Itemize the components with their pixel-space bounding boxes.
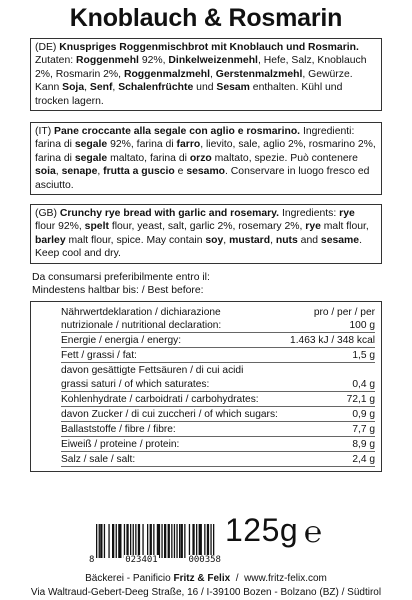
barcode-bar [189, 524, 190, 558]
barcode-digits-left: 023401 [125, 555, 158, 565]
barcode-bar [142, 524, 143, 558]
de-ingredients [35, 55, 367, 106]
barcode-bar [213, 524, 214, 558]
allergen: Soja [62, 82, 85, 94]
net-weight: 125g [225, 512, 299, 548]
ingredient-text: , [270, 234, 276, 246]
nutrition-value: 72,1 g [346, 394, 375, 405]
footer-website: / www.fritz-felix.com [230, 573, 327, 584]
nutrition-col-header: pro / per / per [313, 307, 375, 318]
barcode-bar [116, 524, 117, 558]
ingredient-text: Ingredients: [279, 208, 340, 219]
nutrition-rows [61, 333, 375, 467]
best-before [32, 271, 382, 298]
allergen: farro [176, 139, 201, 151]
nutrition-value: 2,4 g [352, 454, 375, 465]
barcode-digits-right: 000358 [188, 555, 221, 565]
nutrition-label: grassi saturi / of which saturates: [61, 379, 210, 390]
footer-brand: Fritz & Felix [173, 573, 231, 584]
de-product-name: Knuspriges Roggenmischbrot mit Knoblauch und Rosmarin. [59, 42, 359, 53]
barcode-bar [192, 524, 194, 558]
ingredient-text: , [112, 82, 119, 94]
nutrition-table [30, 301, 382, 472]
footer-address: Via Waltraud-Gebert-Deeg Straße, 16 / I-39100 Bozen - Bolzano (BZ) / Südtirol [30, 587, 382, 598]
barcode-bar [181, 524, 183, 558]
ingredient-text: , Gewürze. Kann [35, 68, 353, 94]
gb-lead: (GB) [35, 208, 60, 219]
allergen: nuts [275, 234, 298, 246]
allergen: frutta a guscio [103, 166, 175, 178]
nutrition-row [61, 363, 375, 377]
allergen: Gerstenmalzmehl [215, 68, 303, 80]
barcode-bar [104, 524, 105, 558]
ingredient-text: flour 92%, [35, 221, 85, 233]
nutrition-row [61, 392, 375, 407]
nutrition-label: Ballaststoffe / fibre / fibre: [61, 424, 176, 435]
nutrition-value: 1,5 g [352, 350, 375, 361]
nutrition-value: 0,9 g [352, 409, 375, 420]
nutrition-label: Eiweiß / proteine / protein: [61, 439, 180, 450]
barcode-bar [100, 524, 102, 558]
barcode-bar [135, 524, 136, 558]
ingredient-text: and [297, 234, 321, 246]
allergen: Roggenmalzmehl [123, 68, 210, 80]
ingredient-text: flour, yeast, salt, garlic 2%, rosemary 2%, [108, 221, 306, 233]
ingredient-text: . Conservare in luogo fresco ed asciutto. [35, 166, 370, 191]
allergen: orzo [189, 152, 212, 164]
allergen: Roggenmehl [76, 55, 139, 67]
footer-bakery-label: Bäckerei - Panificio [85, 573, 174, 584]
ingredient-text: und [193, 82, 217, 94]
allergen: barley [35, 234, 66, 246]
nutrition-row [61, 348, 375, 363]
barcode-bar [199, 524, 202, 558]
ingredient-text: , [97, 166, 104, 178]
it-lead: (IT) [35, 126, 55, 137]
ingredient-text: malt flour, spice. May contain [65, 234, 206, 246]
allergen: Sesam [216, 82, 250, 94]
ingredient-text: 92%, farina di [107, 139, 177, 151]
allergen: Dinkelweizenmehl [168, 55, 258, 67]
barcode-bar [108, 524, 109, 558]
nutrition-row [61, 377, 375, 392]
barcode-bar [126, 524, 128, 558]
ingredient-text: , [223, 234, 230, 246]
footer-bakery [0, 573, 412, 584]
nutrition-label: davon gesättigte Fettsäuren / di cui acidi [61, 365, 244, 376]
nutrition-label: Fett / grassi / fat: [61, 350, 137, 361]
barcode-bars [94, 524, 216, 558]
barcode-bar [176, 524, 177, 558]
nutrition-row [61, 452, 375, 467]
nutrition-heading-2: nutrizionale / nutritional declaration: [61, 320, 222, 331]
barcode-bar [99, 524, 100, 558]
nutrition-col-unit: 100 g [349, 320, 375, 331]
gb-product-name: Crunchy rye bread with garlic and rosemary. [59, 208, 280, 219]
nutrition-value: 7,7 g [352, 424, 375, 435]
product-title: Knoblauch & Rosmarin [69, 4, 343, 32]
barcode-bar [147, 524, 148, 558]
allergen: rye [305, 221, 321, 233]
barcode-bar [210, 524, 211, 558]
barcode-bar [179, 524, 180, 558]
allergen: Senf [89, 82, 113, 94]
allergen: senape [61, 166, 98, 178]
barcode-bar [204, 524, 205, 558]
nutrition-value: 8,9 g [352, 439, 375, 450]
ingredient-text: maltato, spezie. Può contenere [211, 152, 358, 164]
section-gb [30, 204, 382, 264]
ingredient-text: , Hefe, Salz, Knoblauch 2%, Rosmarin 2%, [35, 55, 367, 80]
section-de [30, 38, 382, 111]
allergen: sesamo [186, 166, 226, 178]
best-before-de-gb: Mindestens haltbar bis: / Best before: [32, 285, 204, 297]
nutrition-label: davon Zucker / di cui zuccheri / of which sugars: [61, 409, 278, 420]
barcode-bar [157, 524, 160, 558]
barcode-bar [207, 524, 209, 558]
best-before-it: Da consumarsi preferibilmente entro il: [32, 272, 210, 283]
nutrition-label: Energie / energia / energy: [61, 335, 182, 346]
barcode-bar [153, 524, 154, 558]
estimate-sign-icon: ℮ [304, 516, 323, 549]
ingredient-text: , [209, 68, 216, 80]
ingredient-text: Ingredienti: farina di [35, 126, 355, 151]
barcode-digits [88, 555, 222, 565]
barcode-bar [168, 524, 170, 558]
de-lead: (DE) [35, 42, 60, 53]
allergen: Schalenfrüchte [118, 82, 194, 94]
allergen: soia [35, 166, 56, 178]
allergen: segale [74, 139, 108, 151]
nutrition-value: 0,4 g [352, 379, 375, 390]
ingredient-text: 92%, [138, 55, 169, 67]
barcode-bar [133, 524, 134, 558]
nutrition-row [61, 422, 375, 437]
ingredient-text: enthalten. Kühl und trocken lagern. [35, 82, 343, 107]
ingredient-text: . Keep cool and dry. [35, 234, 362, 260]
nutrition-label: Kohlenhydrate / carboidrati / carbohydrates: [61, 394, 259, 405]
nutrition-row [61, 437, 375, 452]
barcode-bar [174, 524, 175, 558]
nutrition-row [61, 407, 375, 422]
ingredient-text: e [174, 166, 187, 178]
allergen: soy [205, 234, 224, 246]
nutrition-label: Salz / sale / salt: [61, 454, 136, 465]
barcode-bar [112, 524, 114, 558]
barcode-bar [118, 524, 121, 558]
barcode-digit-first: 8 [89, 555, 95, 565]
ingredient-text: , [84, 82, 90, 94]
section-it [30, 122, 382, 195]
nutrition-heading: Nährwertdeklaration / dichiarazione [61, 307, 221, 318]
ingredient-text: malt flour, [320, 221, 369, 233]
barcode-bar [196, 524, 197, 558]
barcode-bar [130, 524, 131, 558]
barcode-bar [124, 524, 125, 558]
nutrition-header [61, 306, 375, 333]
nutrition-row [61, 333, 375, 348]
it-product-name: Pane croccante alla segale con aglio e rosmarino. [54, 126, 301, 137]
barcode-bar [150, 524, 152, 558]
barcode-bar [161, 524, 162, 558]
allergen: segale [74, 152, 108, 164]
ingredient-text: , lievito, sale, aglio 2%, rosmarino 2%, farina di [35, 139, 376, 164]
barcode-bar [96, 524, 97, 558]
allergen: sesame [320, 234, 360, 246]
ingredient-text: maltato, farina di [107, 152, 190, 164]
allergen: mustard [229, 234, 271, 246]
ingredient-text: , [55, 166, 62, 178]
barcode-bar [164, 524, 166, 558]
barcode-bar [171, 524, 172, 558]
barcode-bar [184, 524, 185, 558]
allergen: rye [339, 208, 355, 219]
nutrition-value: 1.463 kJ / 348 kcal [290, 335, 375, 346]
allergen: spelt [84, 221, 109, 233]
barcode-bar [138, 524, 140, 558]
ingredient-text: Zutaten: [35, 55, 77, 67]
